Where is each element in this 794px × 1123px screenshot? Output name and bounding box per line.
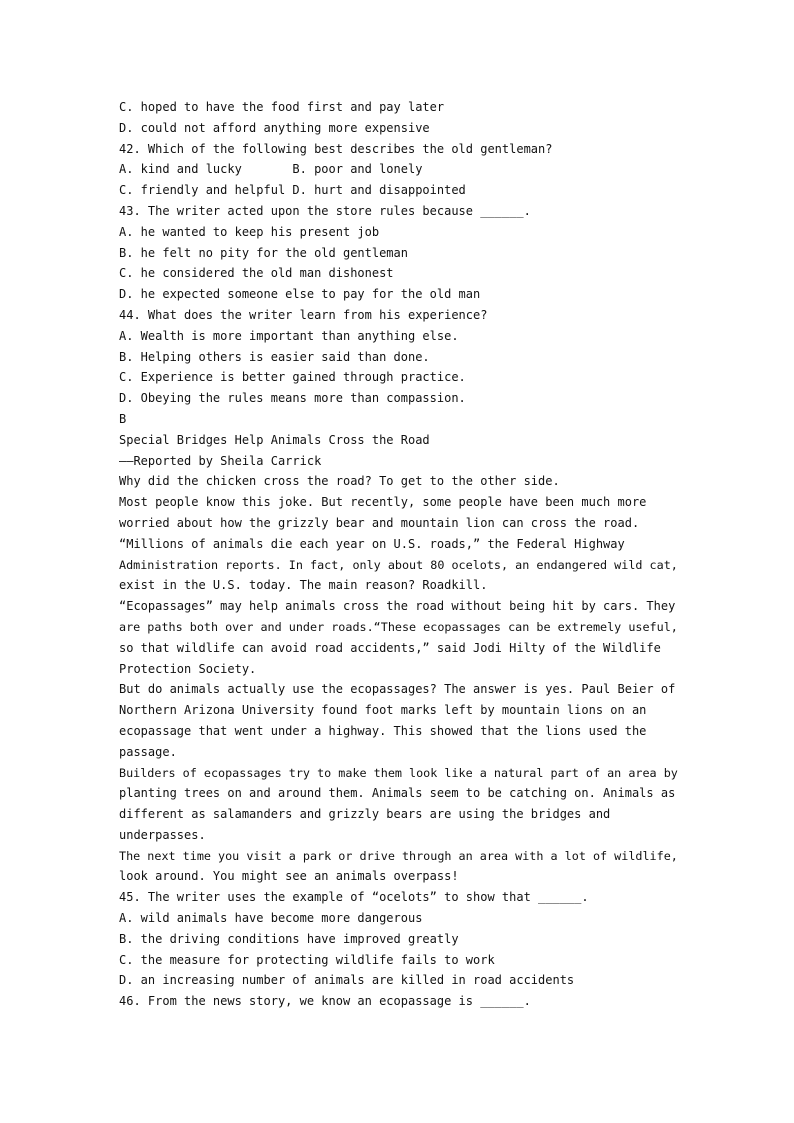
text-line: Builders of ecopassages try to make them look like a natural part of an area by (119, 765, 678, 780)
text-line: C. friendly and helpful D. hurt and disappointed (119, 183, 466, 198)
text-line: so that wildlife can avoid road accidents,” said Jodi Hilty of the Wildlife (119, 640, 661, 655)
text-line: 43. The writer acted upon the store rules because ______. (119, 203, 531, 218)
text-line: A. Wealth is more important than anything else. (119, 328, 459, 343)
text-line: 42. Which of the following best describes the old gentleman? (119, 141, 553, 156)
text-line: different as salamanders and grizzly bears are using the bridges and (119, 807, 611, 822)
text-line: Why did the chicken cross the road? To get to the other side. (119, 474, 560, 489)
text-line: But do animals actually use the ecopassages? The answer is yes. Paul Beier of (119, 682, 676, 697)
text-line: look around. You might see an animals overpass! (119, 869, 459, 884)
text-line: Administration reports. In fact, only about 80 ocelots, an endangered wild cat, (119, 557, 678, 572)
text-line: 46. From the news story, we know an ecopassage is ______. (119, 994, 531, 1009)
text-line: “Millions of animals die each year on U.S. roads,” the Federal Highway (119, 536, 625, 551)
text-line: 44. What does the writer learn from his experience? (119, 307, 488, 322)
text-line: B. the driving conditions have improved greatly (119, 931, 459, 946)
text-line: passage. (119, 744, 177, 759)
text-line: C. Experience is better gained through practice. (119, 370, 466, 385)
text-line: B. Helping others is easier said than done. (119, 349, 430, 364)
text-line: A. kind and lucky B. poor and lonely (119, 162, 423, 177)
text-line: Most people know this joke. But recently, some people have been much more (119, 495, 647, 510)
text-line: C. hoped to have the food first and pay later (119, 100, 445, 114)
text-line: “Ecopassages” may help animals cross the road without being hit by cars. They (119, 599, 676, 614)
text-line: A. he wanted to keep his present job (119, 224, 380, 239)
text-line: B (119, 411, 127, 426)
text-line: B. he felt no pity for the old gentleman (119, 245, 408, 260)
text-line: D. could not afford anything more expensive (119, 120, 430, 135)
text-line: Protection Society. (119, 661, 257, 676)
document-page (119, 97, 689, 1012)
text-line: exist in the U.S. today. The main reason? Roadkill. (119, 578, 488, 593)
text-line: are paths both over and under roads.“These ecopassages can be extremely useful, (119, 619, 678, 634)
text-line: underpasses. (119, 827, 206, 842)
text-line: C. he considered the old man dishonest (119, 266, 394, 281)
text-line: planting trees on and around them. Animals seem to be catching on. Animals as (119, 786, 676, 801)
text-line: ecopassage that went under a highway. This showed that the lions used the (119, 723, 647, 738)
text-line: A. wild animals have become more dangerous (119, 911, 423, 926)
text-line: D. Obeying the rules means more than compassion. (119, 391, 466, 406)
text-line: worried about how the grizzly bear and mountain lion can cross the road. (119, 515, 640, 530)
text-line: ——Reported by Sheila Carrick (119, 453, 322, 468)
text-line: C. the measure for protecting wildlife fails to work (119, 952, 495, 967)
text-line: 45. The writer uses the example of “ocelots” to show that ______. (119, 890, 589, 905)
text-line: The next time you visit a park or drive through an area with a lot of wildlife, (119, 848, 678, 863)
text-line: D. an increasing number of animals are killed in road accidents (119, 973, 575, 988)
text-line: Special Bridges Help Animals Cross the Road (119, 432, 430, 447)
text-line: Northern Arizona University found foot marks left by mountain lions on an (119, 703, 647, 718)
text-line: D. he expected someone else to pay for the old man (119, 287, 481, 302)
